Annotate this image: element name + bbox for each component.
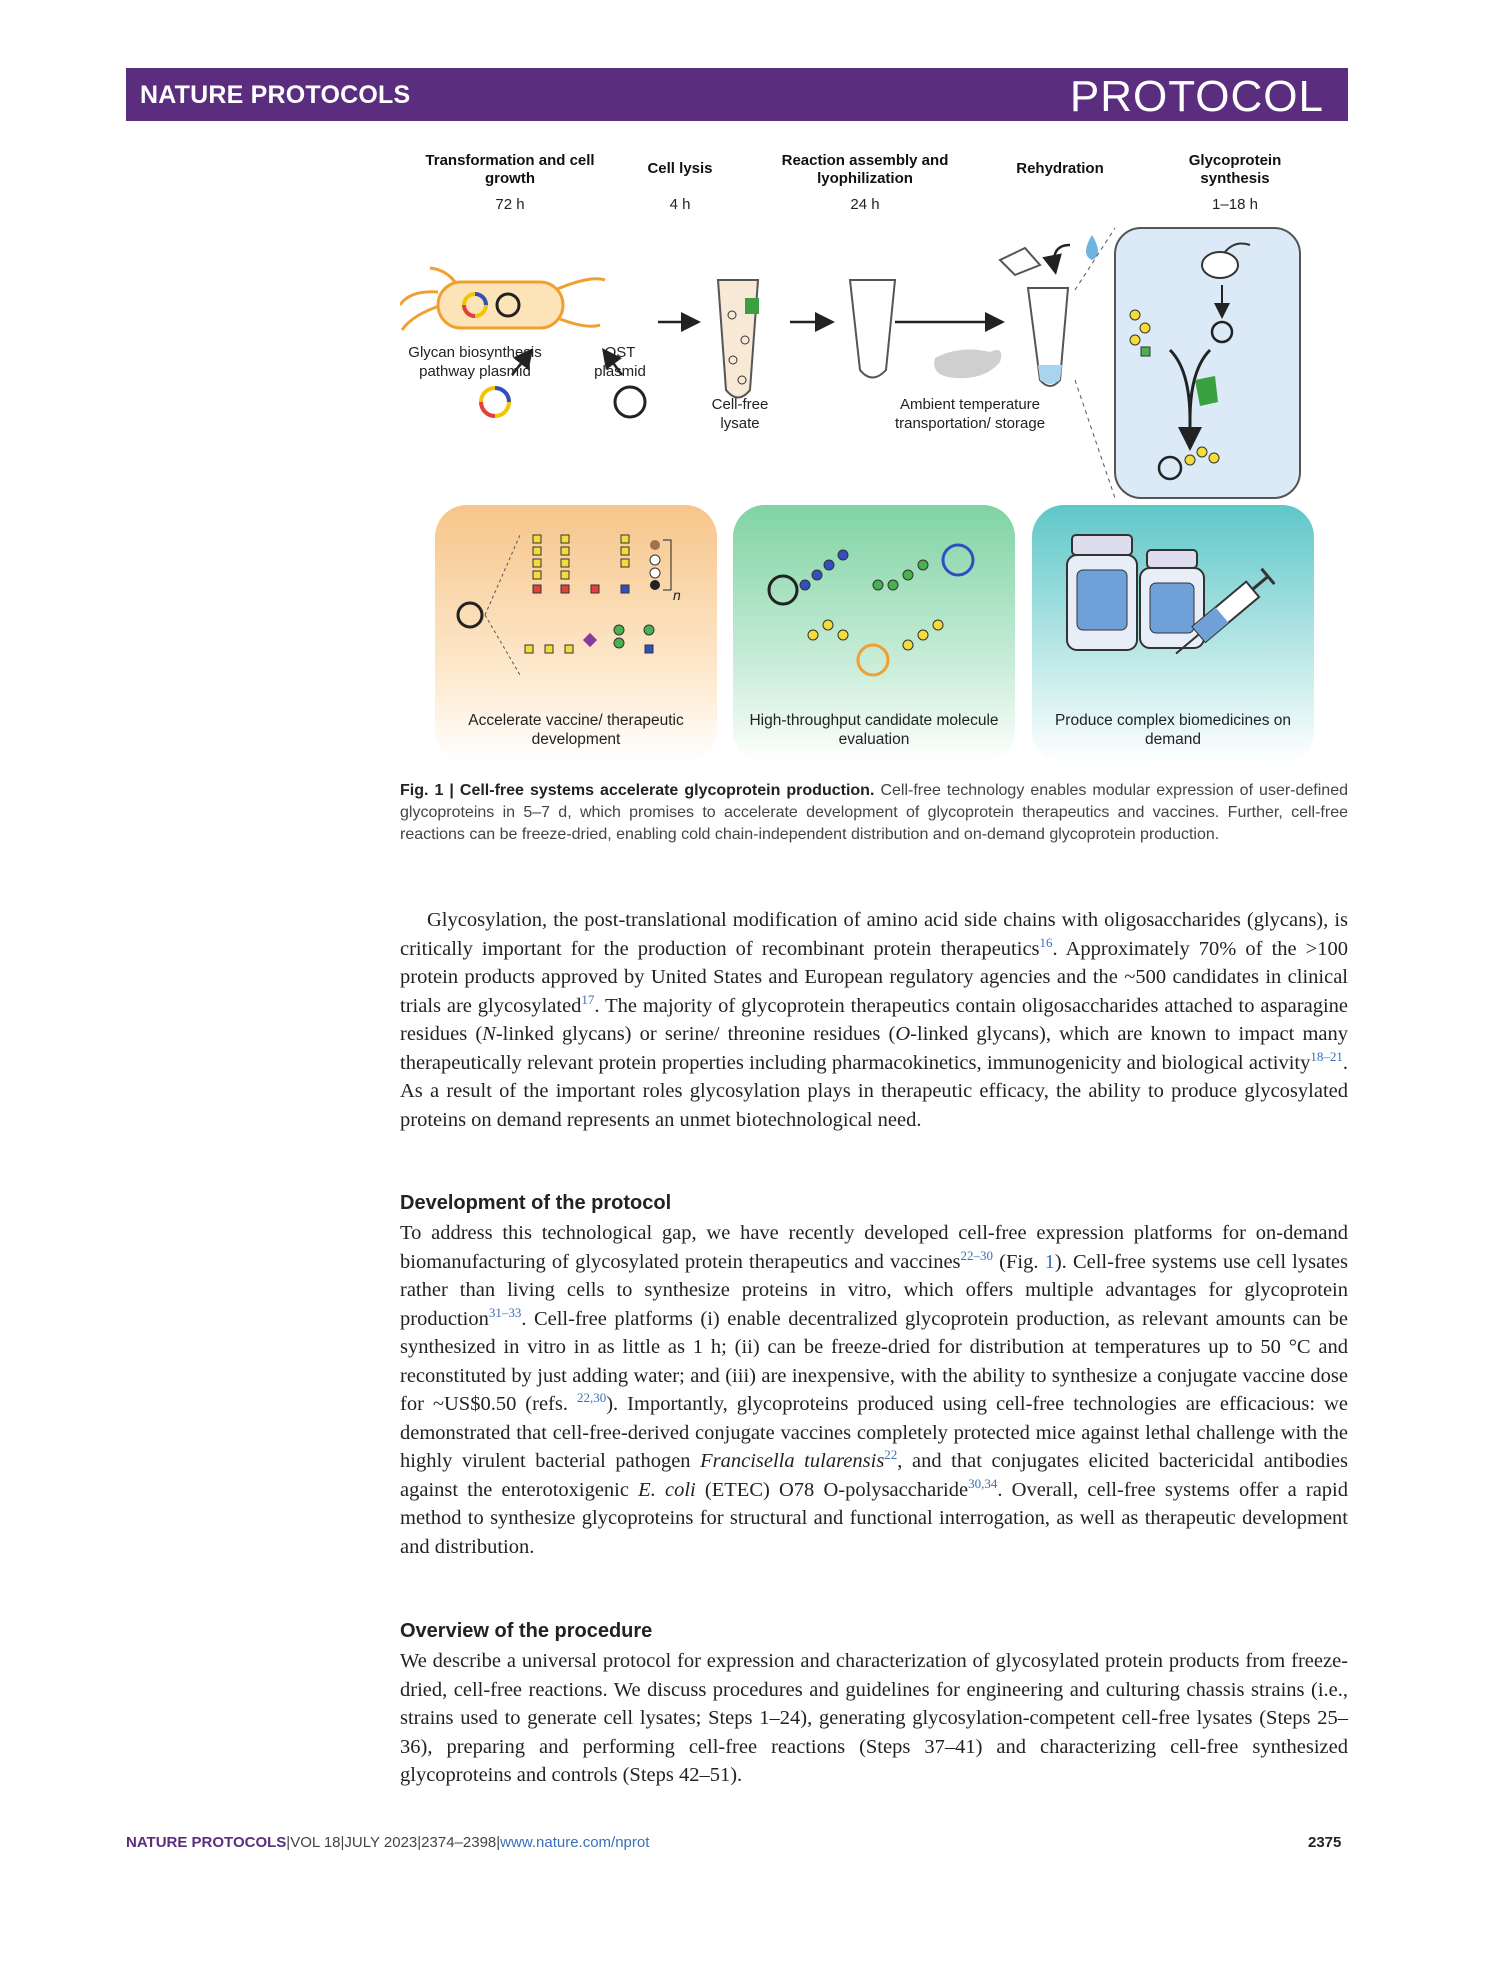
panel-caption-screening: High-throughput candidate molecule evaluation bbox=[749, 712, 999, 748]
journal-name: NATURE PROTOCOLS bbox=[140, 81, 411, 109]
stage-time-assembly: 24 h bbox=[850, 196, 880, 213]
panel-caption-biomedicines: Produce complex biomedicines on demand bbox=[1054, 712, 1292, 748]
stage-title-synthesis: Glycoprotein synthesis bbox=[1188, 152, 1282, 187]
vial-cap-icon bbox=[1072, 535, 1132, 555]
citation-link[interactable]: 16 bbox=[1039, 934, 1053, 950]
paragraph-development: To address this technological gap, we have recently developed cell-free expression platforms for on-demand biomanufacturing of glycosylated protein therapeutics and vaccines$^{22-30}$ (Fig. 1). Cell-free systems use cell lysates rather than living cells to synthesize proteins in vitro, which offers multiple advantages for glycoprotein production$^{31-33}$. Cell-free platforms (i) enable decentralized glycoprotein production, as relevant amounts can be synthesized in vitro in as little as 1 h; (ii) can be freeze-dried for distribution at temperatures up to 50 °C and reconstituted by just adding water; and (iii) are inexpensive, with the ability to synthesize a conjugate vaccine dose for ~US$0.50 (refs. $^{22,30}$). Importantly, glycoproteins produced using cell-free technologies are efficacious: we demonstrated that cell-free-derived conjugate vaccines completely protected mice against lethal challenge with the highly virulent bacterial pathogen Francisella tularensis$^{22}$, and that conjugates elicited bactericidal antibodies against the enterotoxigenic E. coli (ETEC) O78 O-polysaccharide$^{30,34}$. Overall, cell-free systems offer a rapid method to synthesize glycoproteins for structural and functional interrogation, as well as therapeutic development and distribution. bbox=[400, 1222, 1349, 1558]
lysate-tube-icon bbox=[718, 280, 759, 398]
paragraph-intro: Glycosylation, the post-translational modification of amino acid side chains with oligosaccharides (glycans), is critically important for the production of recombinant protein therapeutics$^{16}$. Approximately 70% of the >100 protein products approved by United States and European regulatory agencies and the ~500 candidates in clinical trials are glycosylated$^{17}$. The majority of glycoprotein therapeutics contain oligosaccharides attached to asparagine residues (N-linked glycans) or serine/ threonine residues (O-linked glycans), which are known to impact many therapeutically relevant protein properties including pharmacokinetics, immunogenicity and biological activity$^{18-21}$. As a result of the important roles glycosylation plays in therapeutic efficacy, the ability to produce glycosylated proteins on demand represents an unmet biotechnological need. bbox=[400, 909, 1349, 1131]
stage-time-lysis: 4 h bbox=[669, 196, 691, 213]
water-drop-icon bbox=[1086, 235, 1098, 260]
citation-link[interactable]: 18–21 bbox=[1310, 1048, 1343, 1064]
bacterium-icon bbox=[400, 268, 605, 330]
glycan-plasmid-icon bbox=[481, 388, 509, 416]
page-footer: NATURE PROTOCOLS|VOL 18|JULY 2023|2374–2398|www.nature.com/nprot bbox=[126, 1834, 650, 1851]
section-heading-development: Development of the protocol bbox=[400, 1192, 672, 1214]
vials-illustration bbox=[1032, 505, 1314, 685]
citation-link[interactable]: 17 bbox=[581, 991, 595, 1007]
citation-link[interactable]: 30,34 bbox=[968, 1475, 998, 1491]
candidate-molecules-illustration bbox=[733, 505, 1015, 685]
citation-link[interactable]: 22–30 bbox=[960, 1247, 994, 1263]
stage-title-assembly: Reaction assembly and lyophilization bbox=[781, 152, 949, 187]
figure-caption bbox=[400, 780, 1348, 846]
footer-url-link[interactable]: www.nature.com/nprot bbox=[500, 1834, 650, 1851]
label-storage: Ambient temperature transportation/ storage bbox=[894, 396, 1046, 432]
rehydration-tube-icon bbox=[1000, 235, 1098, 386]
caption-label: Fig. 1 | Cell-free systems accelerate glycoprotein production. bbox=[400, 782, 875, 799]
footer-date: JULY 2023 bbox=[344, 1834, 418, 1851]
label-glycan-plasmid: Glycan biosynthesis pathway plasmid bbox=[408, 344, 542, 380]
caption-text: Cell-free technology enables modular expression of user-defined glycoproteins in 5–7 d, which promises to accelerate development of glycoprotein therapeutics and vaccines. Further, cell-free reactions can be freeze-dried, enabling cold chain-independent distribution and on-demand glycoprotein production. bbox=[400, 782, 1348, 843]
glycan-structures-illustration bbox=[435, 505, 717, 685]
paragraph-overview: We describe a universal protocol for expression and characterization of glycosylated protein products from freeze-dried, cell-free reactions. We discuss procedures and guidelines for engineering and culturing chassis strains (i.e., strains used to generate cell lysates; Steps 1–24), generating glycosylation-competent cell-free lysates (Steps 25–36), preparing and performing cell-free reactions (Steps 37–41) and characterizing cell-free synthesized glycoproteins and controls (Steps 42–51). bbox=[400, 1650, 1348, 1786]
panel-vaccine bbox=[435, 505, 717, 763]
protein-icon bbox=[458, 603, 482, 627]
panel-caption-vaccine: Accelerate vaccine/ therapeutic development bbox=[468, 712, 684, 748]
panel-screening bbox=[733, 505, 1015, 763]
stage-title-rehydration: Rehydration bbox=[1016, 160, 1104, 177]
label-lysate: Cell-free lysate bbox=[711, 396, 769, 432]
page-number: 2375 bbox=[1308, 1834, 1342, 1851]
citation-link[interactable]: 31–33 bbox=[488, 1304, 522, 1320]
stage-time-growth: 72 h bbox=[495, 196, 525, 213]
article-type: PROTOCOL bbox=[1069, 72, 1324, 121]
figure-link[interactable]: 1 bbox=[1044, 1250, 1055, 1273]
footer-pages: 2374–2398 bbox=[421, 1834, 497, 1851]
citation-link[interactable]: 22,30 bbox=[576, 1390, 607, 1406]
repeat-label: n bbox=[673, 587, 681, 603]
section-heading-overview: Overview of the procedure bbox=[400, 1620, 653, 1642]
footer-volume: VOL 18 bbox=[290, 1834, 341, 1851]
stage-title-lysis: Cell lysis bbox=[647, 160, 713, 177]
workflow-illustration bbox=[400, 140, 1348, 505]
panel-biomedicines bbox=[1032, 505, 1314, 763]
label-ost-plasmid: OST plasmid bbox=[594, 344, 646, 380]
storage-icon bbox=[934, 350, 1001, 379]
citation-link[interactable]: 22 bbox=[884, 1447, 898, 1463]
tube-icon bbox=[850, 280, 895, 378]
footer-journal: NATURE PROTOCOLS bbox=[126, 1834, 287, 1851]
ost-plasmid-icon bbox=[615, 387, 645, 417]
figure-1 bbox=[400, 140, 1348, 765]
stage-title-growth: Transformation and cell growth bbox=[425, 152, 595, 187]
stage-time-synthesis: 1–18 h bbox=[1212, 196, 1258, 213]
journal-banner bbox=[126, 68, 1348, 121]
